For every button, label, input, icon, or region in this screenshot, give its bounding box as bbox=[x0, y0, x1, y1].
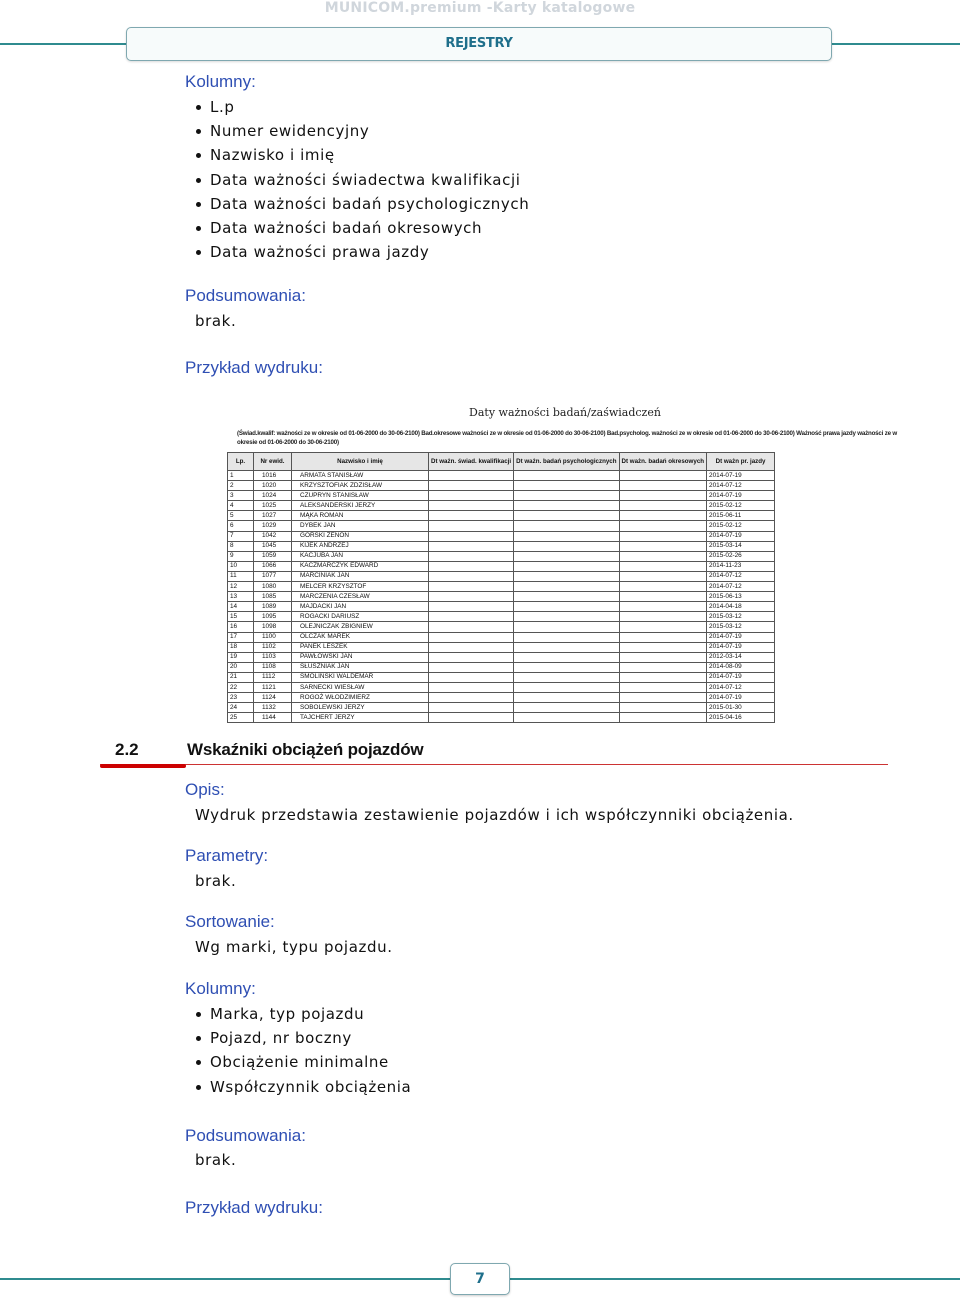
table-cell bbox=[619, 491, 707, 501]
list-item: L.p bbox=[195, 95, 529, 119]
table-cell: 17 bbox=[228, 632, 254, 642]
table-cell: 1042 bbox=[254, 531, 292, 541]
table-cell: OLEJNICZAK ZBIGNIEW bbox=[292, 622, 429, 632]
table-cell: 1132 bbox=[254, 703, 292, 713]
table-cell: SOBOLEWSKI JERZY bbox=[292, 703, 429, 713]
list-item: Data ważności badań psychologicznych bbox=[195, 192, 529, 216]
table-cell bbox=[514, 531, 619, 541]
table-cell: 2015-03-14 bbox=[707, 541, 775, 551]
table-row bbox=[228, 521, 775, 531]
table-cell: SMOLIŃSKI WALDEMAR bbox=[292, 672, 429, 682]
table-cell: 1100 bbox=[254, 632, 292, 642]
table-cell bbox=[429, 592, 514, 602]
table-cell: 1066 bbox=[254, 561, 292, 571]
table-cell bbox=[429, 531, 514, 541]
table-cell bbox=[514, 672, 619, 682]
report-title: Daty ważności badań/zaświadczeń bbox=[469, 406, 661, 419]
report-column-header: Nr ewid. bbox=[254, 453, 292, 471]
report-column-header: Dt ważn. badań psychologicznych bbox=[514, 453, 619, 471]
table-cell: ROGOŻ WŁODZIMIERZ bbox=[292, 693, 429, 703]
table-cell bbox=[429, 713, 514, 723]
table-cell bbox=[619, 592, 707, 602]
table-cell bbox=[619, 713, 707, 723]
table-cell: 16 bbox=[228, 622, 254, 632]
table-cell: 1027 bbox=[254, 511, 292, 521]
table-cell bbox=[429, 501, 514, 511]
table-cell bbox=[619, 672, 707, 682]
table-cell bbox=[514, 491, 619, 501]
table-cell bbox=[429, 632, 514, 642]
table-row bbox=[228, 582, 775, 592]
report-legend: (Świad.kwalif: ważności ze w okresie od 01-06-2000 do 30-06-2100) Bad.okresowe ważności ze w okresie od 01-06-2000 do 30-06-2100) Bad.psycholog. ważności ze w okresie od 01-06-2000 do 30-06-2100) Ważność prawa jazdy ważności ze w okresie od 01-06-2000 do 30-06-2100) bbox=[237, 430, 897, 446]
table-row bbox=[228, 511, 775, 521]
table-cell: 15 bbox=[228, 612, 254, 622]
report-column-header: Nazwisko i imię bbox=[292, 453, 429, 471]
table-cell: 1080 bbox=[254, 582, 292, 592]
table-cell bbox=[619, 561, 707, 571]
table-row bbox=[228, 662, 775, 672]
page-number: 7 bbox=[450, 1263, 510, 1295]
table-row bbox=[228, 561, 775, 571]
table-row bbox=[228, 491, 775, 501]
table-cell bbox=[619, 582, 707, 592]
list-item: Data ważności prawa jazdy bbox=[195, 240, 529, 264]
table-cell bbox=[514, 501, 619, 511]
table-cell: 2015-01-30 bbox=[707, 703, 775, 713]
table-cell: KACJUBA JAN bbox=[292, 551, 429, 561]
table-cell: 1077 bbox=[254, 571, 292, 581]
table-cell bbox=[429, 511, 514, 521]
table-cell bbox=[619, 693, 707, 703]
table-row bbox=[228, 471, 775, 481]
table-cell: 1059 bbox=[254, 551, 292, 561]
table-cell: 1144 bbox=[254, 713, 292, 723]
table-cell bbox=[514, 541, 619, 551]
table-cell bbox=[514, 592, 619, 602]
table-row bbox=[228, 501, 775, 511]
section-rule-accent bbox=[100, 764, 186, 768]
table-row bbox=[228, 693, 775, 703]
list-item: Marka, typ pojazdu bbox=[195, 1002, 411, 1026]
table-cell: ALEKSANDERSKI JERZY bbox=[292, 501, 429, 511]
list-item: Obciążenie minimalne bbox=[195, 1050, 411, 1074]
table-row bbox=[228, 682, 775, 692]
table-cell bbox=[514, 521, 619, 531]
table-cell bbox=[429, 672, 514, 682]
section-number: 2.2 bbox=[115, 740, 139, 759]
table-cell: 3 bbox=[228, 491, 254, 501]
table-cell bbox=[429, 602, 514, 612]
columns-list bbox=[195, 95, 529, 264]
table-row bbox=[228, 713, 775, 723]
table-cell bbox=[619, 703, 707, 713]
table-cell: 2 bbox=[228, 481, 254, 491]
table-cell: 2014-07-12 bbox=[707, 582, 775, 592]
table-cell: MAJDACKI JAN bbox=[292, 602, 429, 612]
report-table bbox=[227, 452, 775, 723]
table-cell bbox=[429, 682, 514, 692]
list-item: Numer ewidencyjny bbox=[195, 119, 529, 143]
table-cell bbox=[514, 551, 619, 561]
table-cell: 8 bbox=[228, 541, 254, 551]
table-cell bbox=[619, 612, 707, 622]
report-column-header: Dt ważn. badań okresowych bbox=[619, 453, 707, 471]
table-cell bbox=[429, 471, 514, 481]
table-cell: 24 bbox=[228, 703, 254, 713]
table-cell: 2015-04-16 bbox=[707, 713, 775, 723]
table-row bbox=[228, 622, 775, 632]
table-cell: 2015-02-26 bbox=[707, 551, 775, 561]
table-cell bbox=[429, 612, 514, 622]
table-cell: 1121 bbox=[254, 682, 292, 692]
list-item: Pojazd, nr boczny bbox=[195, 1026, 411, 1050]
table-cell: PAWŁOWSKI JAN bbox=[292, 652, 429, 662]
table-cell bbox=[514, 662, 619, 672]
table-cell bbox=[429, 571, 514, 581]
table-cell: 21 bbox=[228, 672, 254, 682]
table-cell: KRZYSZTOFIAK ZDZISŁAW bbox=[292, 481, 429, 491]
table-row bbox=[228, 652, 775, 662]
table-cell: ROGACKI DARIUSZ bbox=[292, 612, 429, 622]
table-cell: OLCZAK MAREK bbox=[292, 632, 429, 642]
table-cell: 20 bbox=[228, 662, 254, 672]
table-cell: 2014-07-19 bbox=[707, 471, 775, 481]
table-cell bbox=[514, 471, 619, 481]
table-cell: 1089 bbox=[254, 602, 292, 612]
list-item: Data ważności świadectwa kwalifikacji bbox=[195, 168, 529, 192]
table-cell bbox=[429, 541, 514, 551]
table-cell: 5 bbox=[228, 511, 254, 521]
table-cell bbox=[619, 511, 707, 521]
table-cell: 1025 bbox=[254, 501, 292, 511]
columns-list bbox=[195, 1002, 411, 1099]
table-cell: 2015-02-12 bbox=[707, 501, 775, 511]
description-label: Opis: bbox=[185, 780, 225, 799]
table-cell: MARCZENIA CZESŁAW bbox=[292, 592, 429, 602]
table-cell: 2014-11-23 bbox=[707, 561, 775, 571]
table-cell bbox=[514, 622, 619, 632]
table-cell: 1045 bbox=[254, 541, 292, 551]
table-cell bbox=[514, 713, 619, 723]
table-cell bbox=[514, 682, 619, 692]
table-cell: 2014-04-18 bbox=[707, 602, 775, 612]
table-cell bbox=[619, 682, 707, 692]
table-cell: 1085 bbox=[254, 592, 292, 602]
table-cell bbox=[429, 521, 514, 531]
table-cell: KIJEK ANDRZEJ bbox=[292, 541, 429, 551]
document-title: MUNICOM.premium -Karty katalogowe bbox=[324, 0, 636, 16]
table-cell bbox=[619, 622, 707, 632]
table-cell: 2014-07-12 bbox=[707, 571, 775, 581]
table-cell bbox=[619, 531, 707, 541]
parameters-value: brak. bbox=[195, 872, 237, 890]
table-row bbox=[228, 531, 775, 541]
table-cell bbox=[429, 662, 514, 672]
table-row bbox=[228, 481, 775, 491]
table-cell bbox=[429, 622, 514, 632]
header-rule-left bbox=[0, 43, 126, 45]
table-cell: 2014-07-19 bbox=[707, 693, 775, 703]
table-cell: MĄKA ROMAN bbox=[292, 511, 429, 521]
report-column-header: Lp. bbox=[228, 453, 254, 471]
table-cell: 1098 bbox=[254, 622, 292, 632]
table-cell: 2014-07-19 bbox=[707, 531, 775, 541]
table-cell bbox=[429, 693, 514, 703]
section-rule bbox=[100, 764, 888, 765]
table-cell: 1112 bbox=[254, 672, 292, 682]
table-cell bbox=[514, 481, 619, 491]
table-cell: 2014-07-12 bbox=[707, 682, 775, 692]
table-row bbox=[228, 612, 775, 622]
table-cell: 1020 bbox=[254, 481, 292, 491]
table-cell: 14 bbox=[228, 602, 254, 612]
table-cell: 2012-03-14 bbox=[707, 652, 775, 662]
columns-label: Kolumny: bbox=[185, 979, 256, 998]
table-cell: 12 bbox=[228, 582, 254, 592]
parameters-label: Parametry: bbox=[185, 846, 269, 865]
table-cell: 2014-07-19 bbox=[707, 491, 775, 501]
table-cell bbox=[619, 662, 707, 672]
table-cell: 1102 bbox=[254, 642, 292, 652]
table-cell: MARCINIAK JAN bbox=[292, 571, 429, 581]
section-title: Wskaźniki obciążeń pojazdów bbox=[187, 740, 424, 759]
table-cell bbox=[619, 471, 707, 481]
table-cell bbox=[514, 602, 619, 612]
table-cell bbox=[619, 571, 707, 581]
list-item: Data ważności badań okresowych bbox=[195, 216, 529, 240]
table-cell: 1124 bbox=[254, 693, 292, 703]
sorting-value: Wg marki, typu pojazdu. bbox=[195, 938, 393, 956]
table-cell bbox=[429, 703, 514, 713]
table-cell: 23 bbox=[228, 693, 254, 703]
table-cell: 2014-08-09 bbox=[707, 662, 775, 672]
summary-value: brak. bbox=[195, 1151, 237, 1169]
table-cell: 18 bbox=[228, 642, 254, 652]
table-row bbox=[228, 672, 775, 682]
table-cell bbox=[514, 561, 619, 571]
table-cell: 1103 bbox=[254, 652, 292, 662]
table-row bbox=[228, 592, 775, 602]
table-cell bbox=[514, 632, 619, 642]
table-cell: 2015-03-12 bbox=[707, 622, 775, 632]
print-example-label: Przykład wydruku: bbox=[185, 1198, 323, 1217]
table-row bbox=[228, 551, 775, 561]
table-cell: 1024 bbox=[254, 491, 292, 501]
table-cell: 2014-07-12 bbox=[707, 481, 775, 491]
table-cell bbox=[619, 602, 707, 612]
table-cell: PANEK LESZEK bbox=[292, 642, 429, 652]
table-row bbox=[228, 642, 775, 652]
summary-value: brak. bbox=[195, 312, 237, 330]
table-cell: 2014-07-19 bbox=[707, 672, 775, 682]
table-cell: ARMATA STANISŁAW bbox=[292, 471, 429, 481]
table-cell: 2015-06-13 bbox=[707, 592, 775, 602]
table-cell: CZUPRYN STANISŁAW bbox=[292, 491, 429, 501]
table-cell bbox=[619, 642, 707, 652]
table-cell bbox=[429, 652, 514, 662]
report-column-header: Dt ważn pr. jazdy bbox=[707, 453, 775, 471]
description-text: Wydruk przedstawia zestawienie pojazdów i ich współczynniki obciążenia. bbox=[195, 806, 794, 824]
table-cell bbox=[619, 551, 707, 561]
table-cell bbox=[429, 481, 514, 491]
table-cell bbox=[619, 652, 707, 662]
table-cell bbox=[514, 652, 619, 662]
table-cell bbox=[619, 501, 707, 511]
table-cell: 1095 bbox=[254, 612, 292, 622]
table-row bbox=[228, 632, 775, 642]
table-cell: MELCER KRZYSZTOF bbox=[292, 582, 429, 592]
table-cell: 19 bbox=[228, 652, 254, 662]
table-cell: DYBEK JAN bbox=[292, 521, 429, 531]
table-cell bbox=[429, 642, 514, 652]
table-cell bbox=[514, 571, 619, 581]
table-cell bbox=[514, 642, 619, 652]
table-cell bbox=[429, 551, 514, 561]
table-cell bbox=[429, 491, 514, 501]
table-cell: 1029 bbox=[254, 521, 292, 531]
table-cell: 7 bbox=[228, 531, 254, 541]
table-cell: 4 bbox=[228, 501, 254, 511]
table-cell bbox=[619, 481, 707, 491]
table-row bbox=[228, 541, 775, 551]
table-cell bbox=[429, 582, 514, 592]
table-cell: SARNECKI WIESŁAW bbox=[292, 682, 429, 692]
table-row bbox=[228, 602, 775, 612]
table-cell: 1108 bbox=[254, 662, 292, 672]
table-cell bbox=[514, 582, 619, 592]
table-cell: 25 bbox=[228, 713, 254, 723]
table-cell bbox=[514, 612, 619, 622]
table-cell: 10 bbox=[228, 561, 254, 571]
table-cell bbox=[514, 703, 619, 713]
summary-label: Podsumowania: bbox=[185, 286, 306, 305]
table-cell: 2015-06-11 bbox=[707, 511, 775, 521]
table-cell bbox=[514, 693, 619, 703]
table-cell: 2015-02-12 bbox=[707, 521, 775, 531]
table-cell bbox=[619, 632, 707, 642]
report-column-header: Dt ważn. świad. kwalifikacji bbox=[429, 453, 514, 471]
print-example-label: Przykład wydruku: bbox=[185, 358, 323, 377]
table-cell: GÓRSKI ZENON bbox=[292, 531, 429, 541]
table-cell: 1016 bbox=[254, 471, 292, 481]
columns-label: Kolumny: bbox=[185, 72, 256, 91]
table-cell bbox=[514, 511, 619, 521]
summary-label: Podsumowania: bbox=[185, 1126, 306, 1145]
section-header-label: REJESTRY bbox=[445, 36, 513, 51]
table-cell: SŁUSZNIAK JAN bbox=[292, 662, 429, 672]
table-cell: 1 bbox=[228, 471, 254, 481]
list-item: Nazwisko i imię bbox=[195, 143, 529, 167]
table-cell bbox=[429, 561, 514, 571]
table-cell: 2014-07-19 bbox=[707, 632, 775, 642]
table-cell: KACZMARCZYK EDWARD bbox=[292, 561, 429, 571]
sorting-label: Sortowanie: bbox=[185, 912, 275, 931]
table-cell: 11 bbox=[228, 571, 254, 581]
table-cell bbox=[619, 541, 707, 551]
table-cell: 2014-07-19 bbox=[707, 642, 775, 652]
table-row bbox=[228, 703, 775, 713]
table-cell: 22 bbox=[228, 682, 254, 692]
header-rule-right bbox=[831, 43, 960, 45]
table-cell: 2015-03-12 bbox=[707, 612, 775, 622]
table-cell: TAJCHERT JERZY bbox=[292, 713, 429, 723]
table-cell: 9 bbox=[228, 551, 254, 561]
table-cell bbox=[619, 521, 707, 531]
section-header-box bbox=[126, 27, 832, 61]
list-item: Współczynnik obciążenia bbox=[195, 1075, 411, 1099]
table-row bbox=[228, 571, 775, 581]
table-cell: 6 bbox=[228, 521, 254, 531]
report-sample bbox=[225, 398, 905, 720]
table-cell: 13 bbox=[228, 592, 254, 602]
